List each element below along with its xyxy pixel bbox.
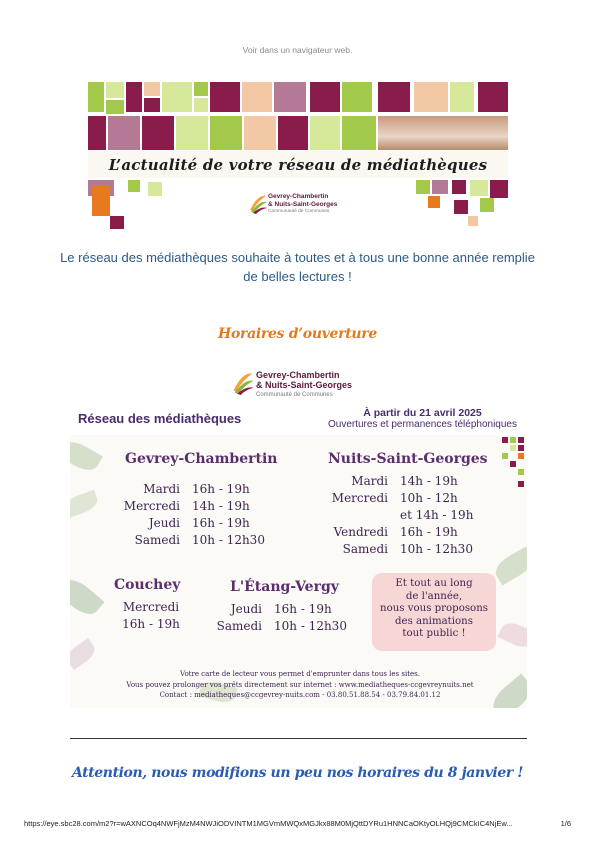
note-line: Et tout au long	[395, 578, 473, 589]
schedule-row	[322, 541, 473, 558]
leaf-decoration	[70, 638, 98, 670]
hours-label: 16h - 19h	[192, 516, 250, 530]
schedule-row	[202, 618, 347, 635]
hours-label: 16h - 19h	[400, 525, 458, 539]
banner-tile	[210, 82, 240, 112]
schedule-row	[118, 515, 265, 532]
banner-tile	[342, 116, 376, 150]
library-photo	[378, 116, 508, 150]
note-line: des animations	[395, 615, 473, 627]
banner-tile	[310, 82, 340, 112]
poster-tile	[510, 437, 516, 443]
banner-tile	[88, 116, 106, 150]
poster-logo-line2: & Nuits-Saint-Georges	[256, 380, 353, 390]
poster-footer-line: Votre carte de lecteur vous permet d'emprunter dans tous les sites.	[180, 670, 420, 678]
banner-tile	[478, 82, 508, 112]
poster-from-date: À partir du 21 avril 2025	[363, 407, 482, 419]
day-label: Vendredi	[333, 525, 388, 539]
poster-tile	[518, 445, 524, 451]
banner-tile	[432, 180, 448, 194]
leaf-decoration	[70, 436, 103, 475]
animations-note	[372, 573, 496, 651]
page-number: 1/6	[560, 819, 571, 828]
newsletter-banner	[88, 82, 508, 229]
day-label: Samedi	[216, 619, 262, 633]
day-label: Mardi	[143, 482, 180, 496]
banner-tile	[88, 82, 104, 112]
day-label: Jeudi	[230, 602, 262, 616]
banner-tile	[274, 82, 306, 112]
poster-tile	[510, 445, 516, 451]
note-line: tout public !	[402, 628, 466, 639]
banner-tile	[378, 82, 410, 112]
schedule-row	[322, 490, 473, 507]
poster-footer	[90, 669, 510, 701]
hours-label: 16h - 19h	[122, 617, 180, 631]
poster-body	[70, 435, 527, 708]
schedule-row	[202, 601, 347, 618]
note-line: de l'année,	[405, 590, 463, 602]
banner-tile	[106, 100, 124, 114]
banner-tile	[480, 198, 494, 212]
note-line: nous vous proposons	[380, 603, 488, 614]
banner-tile	[468, 216, 478, 226]
poster-tile	[518, 469, 524, 475]
banner-logo	[248, 192, 358, 218]
banner-tile	[144, 98, 160, 112]
day-label: Samedi	[342, 542, 388, 556]
hours-label: 16h - 19h	[274, 602, 332, 616]
banner-logo-line1: Gevrey-Chambertin	[268, 193, 329, 200]
banner-tile	[414, 82, 448, 112]
poster-tile	[510, 461, 516, 467]
day-label: Jeudi	[148, 516, 180, 530]
banner-tile	[454, 200, 468, 214]
day-label: Mercredi	[123, 499, 180, 513]
nuits-schedule	[322, 473, 473, 558]
couchey-title: Couchey	[114, 577, 181, 593]
leaf-decoration	[497, 619, 527, 651]
banner-tile	[452, 180, 466, 194]
banner-tile	[110, 216, 124, 229]
banner-tile	[108, 116, 140, 150]
day-label: Mardi	[351, 474, 388, 488]
banner-tile	[148, 182, 162, 196]
banner-logo-line2: & Nuits-Saint-Georges	[268, 200, 338, 208]
schedule-row	[118, 532, 265, 549]
logo-mark-icon	[248, 192, 268, 214]
logo-mark-icon	[230, 369, 256, 395]
poster-tile	[502, 453, 508, 459]
poster-effective-date	[328, 408, 517, 430]
banner-tile	[428, 196, 440, 208]
attention-notice: Attention, nous modifions un peu nos horaires du 8 janvier !	[71, 765, 524, 781]
hours-label: et 14h - 19h	[400, 508, 474, 522]
banner-tile	[92, 186, 110, 216]
banner-tile	[470, 180, 488, 196]
poster-from-subtitle: Ouvertures et permanences téléphoniques	[327, 419, 517, 430]
poster-network-title: Réseau des médiathèques	[78, 411, 242, 426]
hours-label: 14h - 19h	[400, 474, 458, 488]
hours-label: 10h - 12h30	[400, 542, 473, 556]
schedule-row	[322, 473, 473, 490]
poster-logo-sub: Communauté de Communes	[256, 392, 333, 398]
banner-tile	[126, 82, 142, 112]
banner-tile	[310, 116, 340, 150]
nuits-title: Nuits-Saint-Georges	[328, 451, 488, 467]
banner-tile	[176, 116, 208, 150]
banner-tile	[142, 116, 174, 150]
intro-text: Le réseau des médiathèques souhaite à toutes et à tous une bonne année remplie de belles lectures !	[60, 250, 535, 284]
poster-logo	[230, 369, 380, 399]
leaf-decoration	[70, 574, 105, 621]
schedule-row	[322, 507, 473, 524]
banner-tile	[162, 82, 192, 112]
banner-tile	[144, 82, 160, 96]
banner-tile	[342, 82, 372, 112]
section-title: Horaires d’ouverture	[218, 326, 377, 342]
day-label: Samedi	[134, 533, 180, 547]
banner-title: L’actualité de votre réseau de médiathèques	[88, 151, 508, 178]
banner-tile	[242, 82, 272, 112]
poster-tile	[502, 437, 508, 443]
poster-footer-line: Contact : mediatheques@ccgevrey-nuits.com - 03.80.51.88.54 - 03.79.84.01.12	[159, 691, 441, 699]
banner-tile	[210, 116, 242, 150]
etang-schedule	[202, 601, 347, 635]
leaf-decoration	[491, 546, 527, 585]
banner-tile	[278, 116, 308, 150]
banner-tile	[490, 180, 508, 198]
section-divider	[70, 738, 527, 739]
banner-tile	[416, 180, 430, 194]
banner-tile	[194, 82, 208, 96]
couchey-schedule	[116, 599, 186, 633]
poster-tile	[518, 481, 524, 487]
hours-label: 16h - 19h	[192, 482, 250, 496]
banner-tile	[194, 98, 208, 112]
banner-tile	[128, 180, 140, 192]
banner-tile	[244, 116, 276, 150]
hours-label: 10h - 12h30	[274, 619, 347, 633]
banner-tile	[450, 82, 474, 112]
poster-tile	[518, 437, 524, 443]
schedule-row	[118, 498, 265, 515]
schedule-row	[322, 524, 473, 541]
hours-label: 14h - 19h	[192, 499, 250, 513]
print-footer-url: https://eye.sbc28.com/m2?r=wAXNCOq4NWFjMzM4NWJiODVINTM1MGVmMWQxMGJkx88M0MjQttDYRu1HNNCaOKtyOLHQj9CMCkIC4NjEw...	[24, 819, 513, 828]
day-label: Mercredi	[331, 491, 388, 505]
poster-footer-line: Vous pouvez prolonger vos prêts directement sur internet : www.mediatheques-ccgevreynuits.net	[126, 680, 474, 689]
gevrey-schedule	[118, 481, 265, 549]
view-in-browser-link[interactable]: Voir dans un navigateur web.	[242, 45, 353, 55]
poster-tile	[518, 453, 524, 459]
opening-hours-poster	[70, 365, 527, 708]
hours-label: 10h - 12h30	[192, 533, 265, 547]
day-label: Mercredi	[122, 600, 180, 614]
poster-logo-line1: Gevrey-Chambertin	[256, 370, 340, 380]
leaf-decoration	[70, 490, 100, 519]
day-label	[322, 507, 388, 524]
gevrey-title: Gevrey-Chambertin	[125, 451, 278, 467]
etang-title: L'Étang-Vergy	[230, 579, 339, 595]
banner-logo-sub: Communauté de Communes	[268, 209, 330, 214]
schedule-row	[118, 481, 265, 498]
hours-label: 10h - 12h	[400, 491, 458, 505]
banner-tile	[106, 82, 124, 98]
